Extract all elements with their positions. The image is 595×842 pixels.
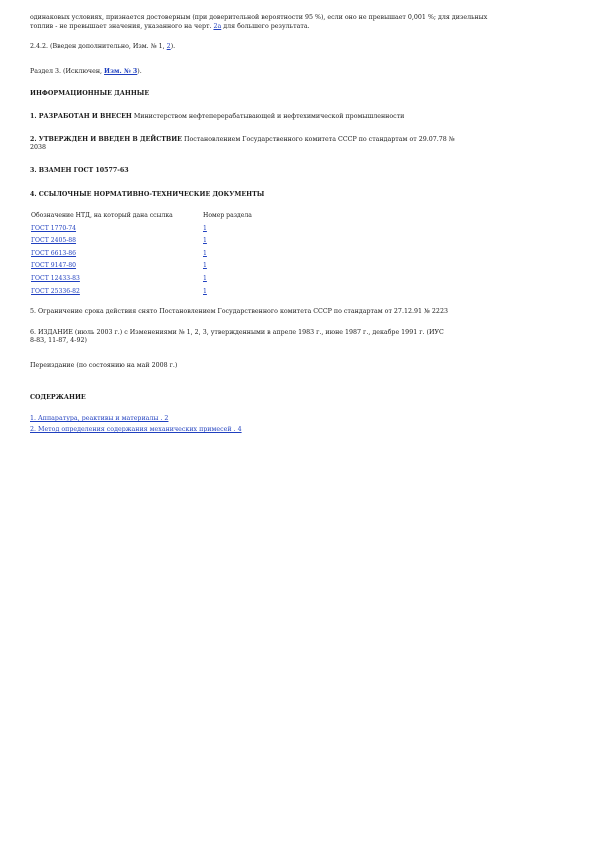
document-page — [30, 14, 565, 435]
info-item-4: 4. ССЫЛОЧНЫЕ НОРМАТИВНО-ТЕХНИЧЕСКИЕ ДОКУМЕНТЫ — [30, 191, 265, 199]
reissue-note: Переиздание (по состоянию на май 2008 г.) — [30, 361, 178, 369]
column-header-section: Номер раздела — [203, 211, 252, 219]
table-row — [31, 273, 252, 286]
change-3-link[interactable]: Изм. № 3 — [104, 67, 138, 75]
table-row — [31, 235, 252, 248]
info-item-2-number: 2038 — [30, 144, 47, 152]
section-link[interactable]: 1 — [203, 287, 207, 295]
info-item-1-text: Министерством нефтеперерабатывающей и нефтехимической промышленности — [131, 112, 405, 120]
table-header-row — [31, 210, 252, 223]
gost-link[interactable]: ГОСТ 12433-83 — [31, 274, 80, 282]
gost-link[interactable]: ГОСТ 9147-80 — [31, 262, 77, 270]
info-item-1 — [30, 113, 565, 122]
table-row — [31, 248, 252, 261]
info-item-6 — [30, 329, 565, 346]
section-link[interactable]: 1 — [203, 274, 207, 282]
intro-paragraph — [30, 14, 565, 31]
column-header-document: Обозначение НТД, на который дана ссылка — [31, 211, 173, 219]
contents-heading: СОДЕРЖАНИЕ — [30, 394, 86, 402]
section-link[interactable]: 1 — [203, 224, 207, 232]
gost-link[interactable]: ГОСТ 2405-88 — [31, 237, 77, 245]
info-item-2 — [30, 136, 565, 153]
clause-2-4-2-text: 2.4.2. (Введен дополнительно, Изм. № 1, — [30, 43, 167, 51]
section-3-text: Раздел 3. (Исключен, — [30, 67, 105, 75]
contents-item-1-link[interactable]: 1. Аппаратура, реактивы и материалы . 2 — [30, 415, 169, 423]
clause-2-4-2 — [30, 43, 565, 52]
section-3-note — [30, 68, 565, 77]
intro-line-1: одинаковых условиях, признается достоверным (при доверительной вероятности 95 %), если оно не превышает 0,001 %; для дизельных — [30, 14, 488, 21]
intro-line-2: топлив - не превышает значения, указанного на черт. — [30, 22, 214, 30]
info-item-2-text: Постановлением Государственного комитета СССР по стандартам от 29.07.78 № — [181, 135, 455, 143]
info-item-1-caps: 1. РАЗРАБОТАН И ВНЕСЕН — [30, 112, 132, 120]
info-item-6-line-1: 6. ИЗДАНИЕ (июль 2003 г.) с Изменениями № 1, 2, 3, утвержденными в апреле 1983 г., июне 1987 г., декабре 1991 г. (ИУС — [30, 328, 444, 336]
clause-2-4-2-end: ). — [170, 43, 176, 51]
info-item-3: 3. ВЗАМЕН ГОСТ 10577-63 — [30, 166, 129, 174]
change-2-link[interactable]: 2 — [166, 43, 171, 51]
section-link[interactable]: 1 — [203, 237, 207, 245]
info-item-5: 5. Ограничение срока действия снято Постановлением Государственного комитета СССР по стандартам от 27.12.91 № 2223 — [30, 308, 448, 316]
gost-link[interactable]: ГОСТ 25336-82 — [31, 287, 80, 295]
section-3-end: ). — [137, 67, 142, 75]
table-row — [31, 260, 252, 273]
gost-link[interactable]: ГОСТ 6613-86 — [31, 249, 77, 257]
section-link[interactable]: 1 — [203, 249, 207, 257]
contents-list — [30, 413, 565, 435]
info-item-6-line-2: 8-83, 11-87, 4-92) — [30, 337, 87, 345]
table-row — [31, 223, 252, 236]
table-row — [31, 286, 252, 299]
info-item-2-caps: 2. УТВЕРЖДЕН И ВВЕДЕН В ДЕЙСТВИЕ — [30, 135, 182, 143]
section-link[interactable]: 1 — [203, 262, 207, 270]
contents-item-2-link[interactable]: 2. Метод определения содержания механических примесей . 4 — [30, 426, 242, 434]
gost-link[interactable]: ГОСТ 1770-74 — [31, 224, 77, 232]
intro-line-2-end: для большего результата. — [221, 22, 310, 30]
references-table — [31, 210, 252, 298]
figure-2a-link[interactable]: 2а — [213, 22, 222, 30]
info-data-heading: ИНФОРМАЦИОННЫЕ ДАННЫЕ — [30, 90, 150, 98]
